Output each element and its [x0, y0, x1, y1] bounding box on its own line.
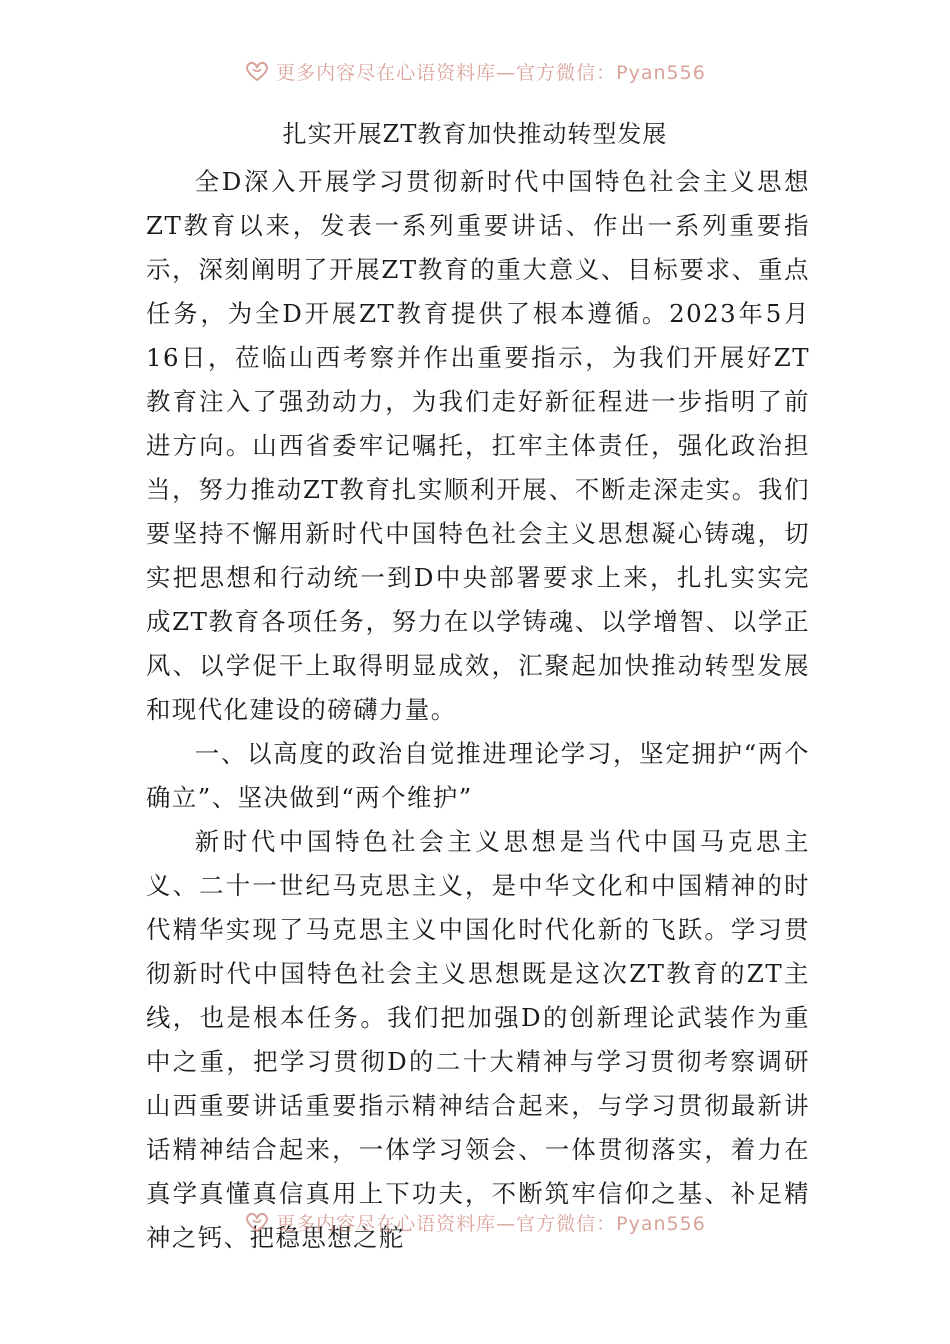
- document-title: 扎实开展ZT教育加快推动转型发展: [282, 120, 668, 148]
- watermark-text: 更多内容尽在心语资料库—官方微信：Pyan556: [276, 61, 706, 84]
- document-body: [146, 160, 810, 1260]
- watermark-header: [0, 56, 950, 86]
- heart-logo-icon: [244, 1211, 270, 1233]
- section-heading-1: 一、以高度的政治自觉推进理论学习，坚定拥护“两个确立”、坚决做到“两个维护”: [146, 739, 810, 812]
- watermark-footer: [0, 1207, 950, 1237]
- heart-logo-icon: [244, 60, 270, 82]
- paragraph-section-1: 新时代中国特色社会主义思想是当代中国马克思主义、二十一世纪马克思主义，是中华文化和中国精神的时代精华实现了马克思主义中国化时代化新的飞跃。学习贯彻新时代中国特色社会主义思想既是这次ZT教育的ZT主线，也是根本任务。我们把加强D的创新理论武装作为重中之重，把学习贯彻D的二十大精神与学习贯彻考察调研山西重要讲话重要指示精神结合起来，与学习贯彻最新讲话精神结合起来，一体学习领会、一体贯彻落实，着力在真学真懂真信真用上下功夫，不断筑牢信仰之基、补足精神之钙、把稳思想之舵: [146, 827, 810, 1252]
- paragraph-intro: 全D深入开展学习贯彻新时代中国特色社会主义思想ZT教育以来，发表一系列重要讲话、作出一系列重要指示，深刻阐明了开展ZT教育的重大意义、目标要求、重点任务，为全D开展ZT教育提供了根本遵循。2023年5月16日，莅临山西考察并作出重要指示，为我们开展好ZT教育注入了强劲动力，为我们走好新征程进一步指明了前进方向。山西省委牢记嘱托，扛牢主体责任，强化政治担当，努力推动ZT教育扎实顺利开展、不断走深走实。我们要坚持不懈用新时代中国特色社会主义思想凝心铸魂，切实把思想和行动统一到D中央部署要求上来，扎扎实实完成ZT教育各项任务，努力在以学铸魂、以学增智、以学正风、以学促干上取得明显成效，汇聚起加快推动转型发展和现代化建设的磅礴力量。: [146, 167, 810, 724]
- watermark-text: 更多内容尽在心语资料库—官方微信：Pyan556: [276, 1212, 706, 1235]
